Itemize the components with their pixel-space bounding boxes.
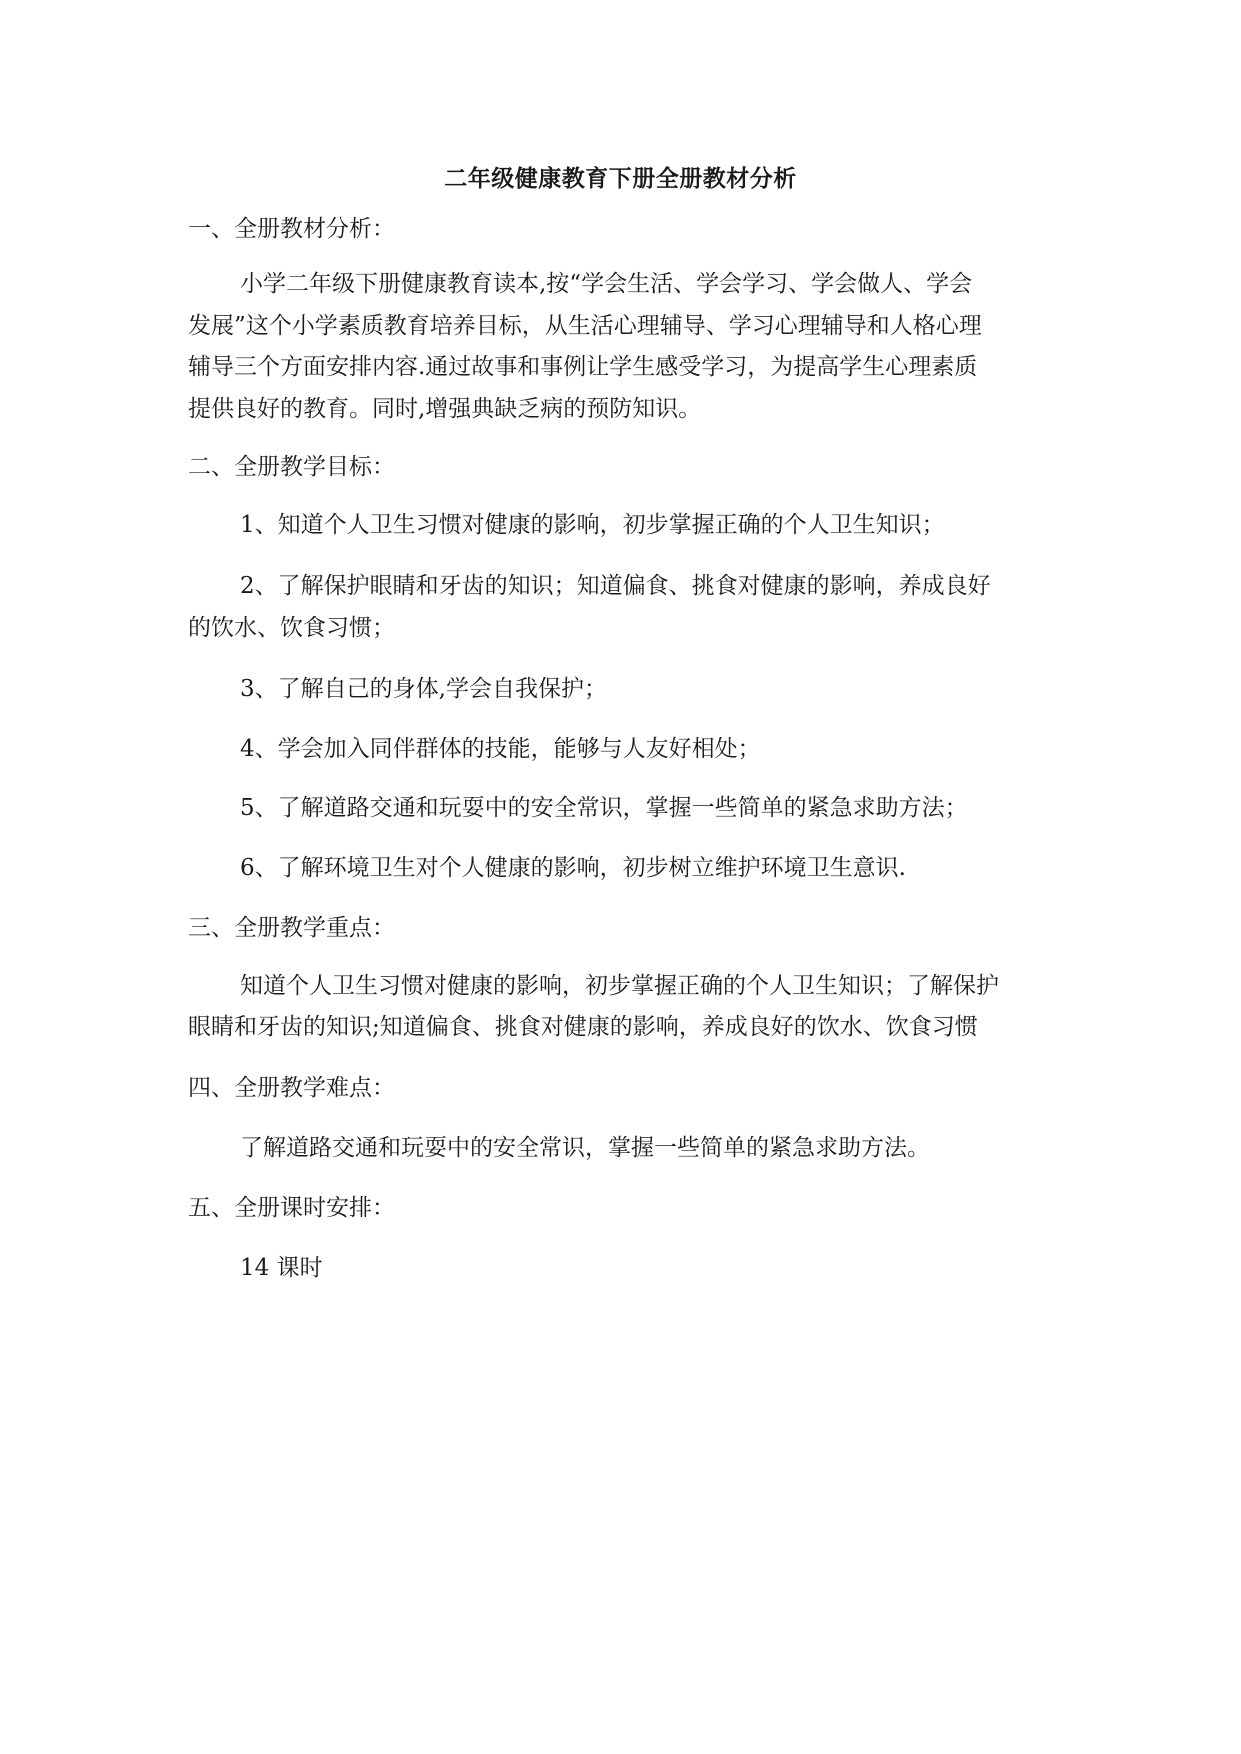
section-heading-3: 三、全册教学重点： <box>188 915 395 941</box>
section-1-line-3: 辅导三个方面安排内容.通过故事和事例让学生感受学习，为提高学生心理素质 <box>188 354 978 380</box>
goal-item-2-continued: 的饮水、饮食习惯； <box>188 615 395 641</box>
goal-item-2: 2、了解保护眼睛和牙齿的知识；知道偏食、挑食对健康的影响，养成良好 <box>240 573 991 599</box>
goal-item-1: 1、知道个人卫生习惯对健康的影响，初步掌握正确的个人卫生知识； <box>240 512 945 538</box>
section-heading-2: 二、全册教学目标： <box>188 454 395 480</box>
section-heading-1: 一、全册教材分析： <box>188 216 395 242</box>
section-heading-4: 四、全册教学难点： <box>188 1075 395 1101</box>
section-3-line-1: 知道个人卫生习惯对健康的影响，初步掌握正确的个人卫生知识；了解保护 <box>240 973 999 999</box>
document-title: 二年级健康教育下册全册教材分析 <box>444 165 797 192</box>
goal-item-4: 4、学会加入同伴群体的技能，能够与人友好相处； <box>240 736 761 762</box>
section-heading-5: 五、全册课时安排： <box>188 1195 395 1221</box>
section-3-line-2: 眼睛和牙齿的知识;知道偏食、挑食对健康的影响，养成良好的饮水、饮食习惯 <box>188 1014 978 1040</box>
goal-item-6: 6、了解环境卫生对个人健康的影响，初步树立维护环境卫生意识. <box>240 855 906 881</box>
section-1-line-4: 提供良好的教育。同时,增强典缺乏病的预防知识。 <box>188 396 702 422</box>
goal-item-5: 5、了解道路交通和玩耍中的安全常识，掌握一些简单的紧急求助方法； <box>240 795 968 821</box>
section-5-line-1: 14 课时 <box>240 1255 323 1281</box>
goal-item-3: 3、了解自己的身体,学会自我保护； <box>240 676 607 702</box>
section-4-line-1: 了解道路交通和玩耍中的安全常识，掌握一些简单的紧急求助方法。 <box>240 1135 930 1161</box>
section-1-line-1: 小学二年级下册健康教育读本,按“学会生活、学会学习、学会做人、学会 <box>240 271 973 297</box>
section-1-line-2: 发展”这个小学素质教育培养目标，从生活心理辅导、学习心理辅导和人格心理 <box>188 313 982 339</box>
